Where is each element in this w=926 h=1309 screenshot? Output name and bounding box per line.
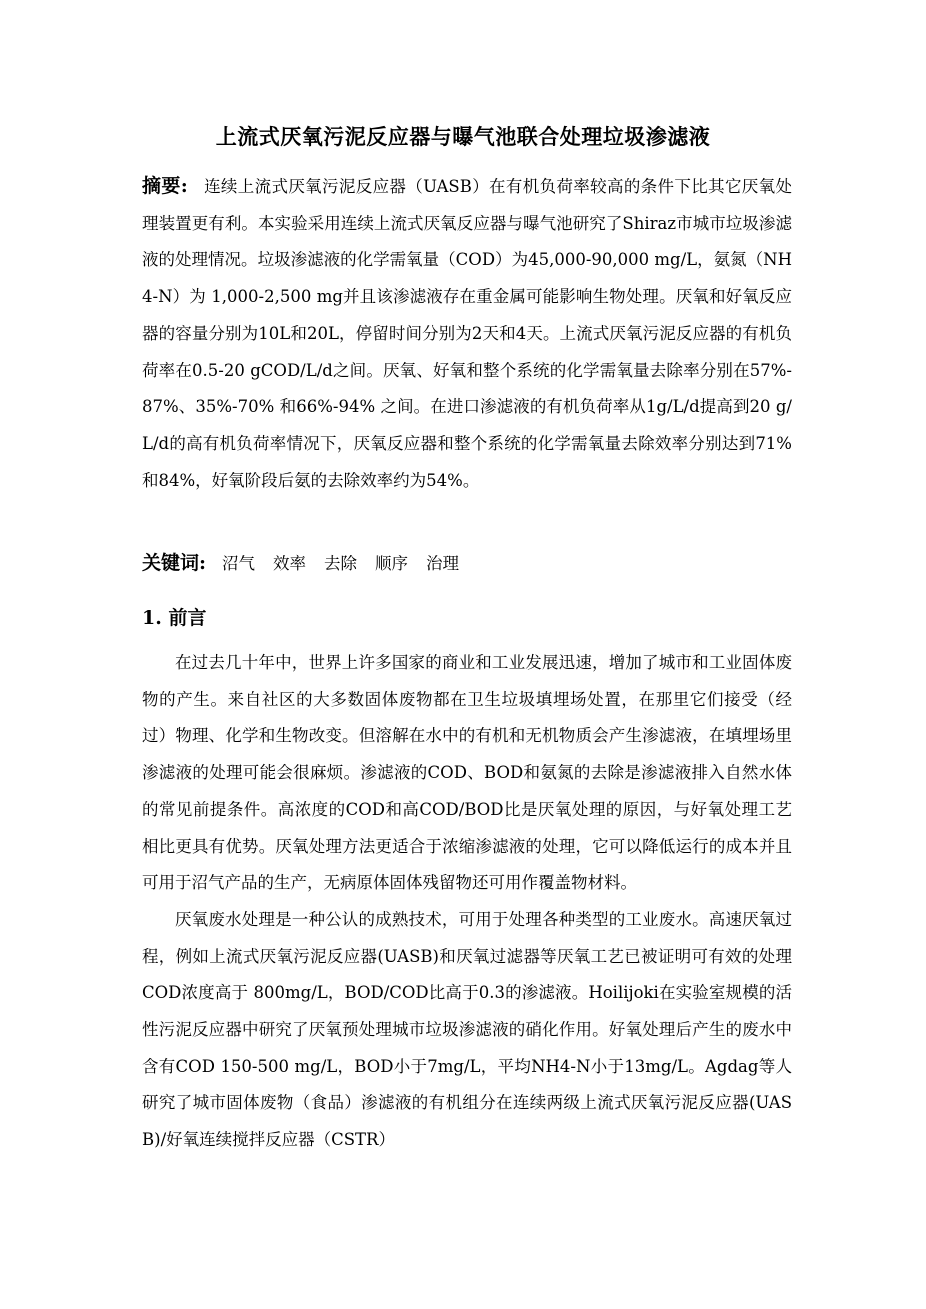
keyword-item: 治理 [426,554,460,573]
paragraph: 厌氧废水处理是一种公认的成熟技术，可用于处理各种类型的工业废水。高速厌氧过程，例如上流式厌氧污泥反应器(UASB)和厌氧过滤器等厌氧工艺已被证明可有效的处理COD浓度高于 800mg/L，BOD/COD比高于0.3的渗滤液。Hoilijoki在实验室规模的活性污泥反应器中研究了厌氧预处理城市垃圾渗滤液的硝化作用。好氧处理后产生的废水中含有COD 150-500 mg/L，BOD小于7mg/L，平均NH4-N小于13mg/L。Agdag等人研究了城市固体废物（食品）渗滤液的有机组分在连续两级上流式厌氧污泥反应器(UASB)/好氧连续搅拌反应器（CSTR） [142,909,792,1150]
paragraph: 在过去几十年中，世界上许多国家的商业和工业发展迅速，增加了城市和工业固体废物的产生。来自社区的大多数固体废物都在卫生垃圾填埋场处置，在那里它们接受（经过）物理、化学和生物改变。但溶解在水中的有机和无机物质会产生渗滤液，在填埋场里渗滤液的处理可能会很麻烦。渗滤液的COD、BOD和氨氮的去除是渗滤液排入自然水体的常见前提条件。高浓度的COD和高COD/BOD比是厌氧处理的原因，与好氧处理工艺相比更具有优势。厌氧处理方法更适合于浓缩渗滤液的处理，它可以降低运行的成本并且可用于沼气产品的生产，无病原体固体残留物还可用作覆盖物材料。 [142,653,792,893]
keyword-item: 去除 [324,554,358,573]
abstract-section [142,168,792,499]
keyword-item: 效率 [273,554,307,573]
abstract-text: 连续上流式厌氧污泥反应器（UASB）在有机负荷率较高的条件下比其它厌氧处理装置更有利。本实验采用连续上流式厌氧反应器与曝气池研究了Shiraz市城市垃圾渗滤液的处理情况。垃圾渗滤液的化学需氧量（COD）为45,000-90,000 mg/L，氨氮（NH4-N）为 1,000-2,500 mg并且该渗滤液存在重金属可能影响生物处理。厌氧和好氧反应器的容量分别为10L和20L，停留时间分别为2天和4天。上流式厌氧污泥反应器的有机负荷率在0.5-20 gCOD/L/d之间。厌氧、好氧和整个系统的化学需氧量去除率分别在57%-87%、35%-70% 和66%-94% 之间。在进口渗滤液的有机负荷率从1g/L/d提高到20 g/L/d的高有机负荷率情况下，厌氧反应器和整个系统的化学需氧量去除效率分别达到71%和84%，好氧阶段后氨的去除效率约为54%。 [142,177,792,490]
keywords-label: 关键词: [142,552,207,574]
section-heading: 1. 前言 [142,607,207,629]
paper-title: 上流式厌氧污泥反应器与曝气池联合处理垃圾渗滤液 [215,124,711,149]
keyword-item: 沼气 [222,554,256,573]
keywords-section [142,545,792,583]
section-body [142,645,792,1159]
abstract-label: 摘要: [142,175,188,197]
keyword-item: 顺序 [375,554,409,573]
